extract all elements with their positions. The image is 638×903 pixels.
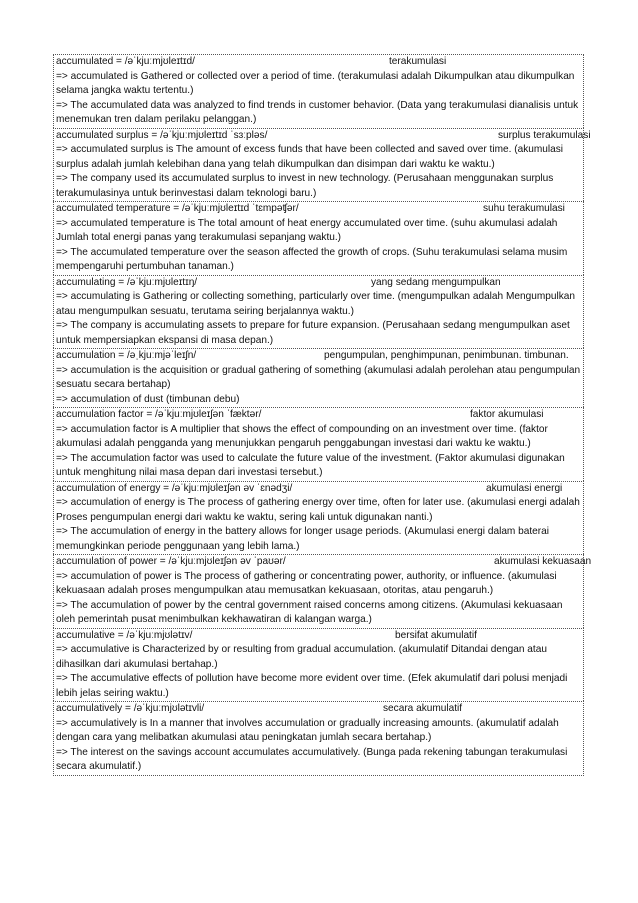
entry-translation: pengumpulan, penghimpunan, penimbunan. timbunan. [324,350,569,361]
entry-term: accumulation of energy = /əˈkjuːmjʊleɪʃən əv ˈɛnədʒi/ [56,482,293,494]
glossary-entry [53,481,584,555]
entry-definition: => accumulation of energy is The process of gathering energy over time, often for later use. (akumulasi energi adalah Proses pengumpulan energi dari waktu ke waktu, sering kali untuk digunakan nanti.) [56,497,580,523]
entry-translation: secara akumulatif [383,703,463,714]
entry-example: => The company used its accumulated surplus to invest in new technology. (Perusahaan menggunakan surplus terakumulasinya untuk berinvestasi dalam teknologi baru.) [56,173,554,199]
entry-definition: => accumulated temperature is The total amount of heat energy accumulated over time. (suhu akumulasi adalah Jumlah total energi panas yang terakumulasi sepanjang waktu.) [56,217,558,243]
entry-definition: => accumulation factor is A multiplier that shows the effect of compounding on an investment over time. (faktor akumulasi adalah pengganda yang menunjukkan pengaruh penggabungan investasi dari waktu ke waktu.) [56,423,548,449]
entry-definition: => accumulated surplus is The amount of excess funds that have been collected and saved over time. (akumulasi surplus adalah jumlah kelebihan dana yang telah dikumpulkan dan disimpan dari waktu ke waktu.) [56,144,564,170]
entry-definition: => accumulated is Gathered or collected over a period of time. (terakumulasi adalah Dikumpulkan atau dikumpulkan selama jangka waktu tertentu.) [56,70,575,96]
glossary-entry [53,128,591,202]
entry-example: => The interest on the savings account accumulates accumulatively. (Bunga pada rekening tabungan terakumulasi secara akumulatif.) [56,746,568,772]
glossary-sheet [53,54,592,776]
entry-term: accumulated surplus = /əˈkjuːmjʊleɪtɪd ˈsɜːpləs/ [56,129,268,141]
glossary-entry [53,701,584,776]
entry-translation: akumulasi kekuasaan [494,556,592,567]
entry-example: => The accumulation of power by the central government raised concerns among citizens. (Akumulasi kekuasaan oleh pemerintah pusat menimbulkan kekhawatiran di kalangan warga.) [56,599,563,625]
entry-translation: surplus terakumulasi [498,129,591,141]
glossary-entry [53,348,584,407]
entry-translation: yang sedang mengumpulkan [371,276,501,288]
entry-term: accumulated = /əˈkjuːmjʊleɪtɪd/ [56,56,195,67]
glossary-entry [53,201,584,275]
entry-definition: => accumulative is Characterized by or resulting from gradual accumulation. (akumulatif Ditandai dengan atau dihasilkan dari akumulasi bertahap.) [56,644,547,670]
entry-term: accumulating = /əˈkjuːmjʊleɪtɪŋ/ [56,276,198,288]
entry-example: => The accumulation of energy in the battery allows for longer usage periods. (Akumulasi energi dalam baterai memungkinkan periode penggunaan yang lebih lama.) [56,526,550,552]
entry-term: accumulation factor = /əˈkjuːmjʊleɪʃən ˈfæktər/ [56,409,262,420]
entry-definition: => accumulating is Gathering or collecting something, particularly over time. (mengumpulkan adalah Mengumpulkan atau mengumpulkan sesuatu, terutama seiring berjalannya waktu.) [56,291,575,317]
entry-example: => The accumulation factor was used to calculate the future value of the investment. (Faktor akumulasi digunakan untuk menghitung nilai masa depan dari investasi tersebut.) [56,452,565,478]
entry-example: => The accumulative effects of pollution have become more evident over time. (Efek akumulatif dari polusi menjadi lebih jelas seiring waktu.) [56,673,568,699]
glossary-entry [53,275,584,349]
entry-term: accumulatively = /əˈkjuːmjʊlətɪvli/ [56,703,205,714]
entry-definition: => accumulation of power is The process of gathering or concentrating power, authority, or influence. (akumulasi kekuasaan adalah proses mengumpulkan atau memusatkan kekuasaan, otoritas, atau pengaruh.) [56,570,557,596]
entry-definition: => accumulatively is In a manner that involves accumulation or gradually increasing amounts. (akumulatif adalah dengan cara yang melibatkan akumulasi atau peningkatan jumlah secara bertahap.) [56,717,559,743]
glossary-entry [53,628,584,702]
entry-translation: terakumulasi [389,56,447,67]
glossary-entry [53,54,584,128]
entry-example: => The company is accumulating assets to prepare for future expansion. (Perusahaan sedang mengumpulkan aset untuk mempersiapkan ekspansi di masa depan.) [56,320,570,346]
entry-example: => accumulation of dust (timbunan debu) [56,393,240,405]
entry-term: accumulation = /əˌkjuːmjəˈleɪʃn/ [56,350,197,361]
entry-example: => The accumulated data was analyzed to find trends in customer behavior. (Data yang terakumulasi dianalisis untuk menemukan tren dalam perilaku pelanggan.) [56,99,579,125]
glossary-entry [53,554,592,628]
entry-term: accumulated temperature = /əˈkjuːmjʊleɪtɪd ˈtɛmpəʧər/ [56,203,299,214]
entry-translation: faktor akumulasi [470,409,544,420]
entry-example: => The accumulated temperature over the season affected the growth of crops. (Suhu terakumulasi selama musim mempengaruhi pertumbuhan tanaman.) [56,246,568,272]
entry-term: accumulative = /əˈkjuːmjʊlətɪv/ [56,629,193,641]
entry-translation: suhu terakumulasi [483,203,565,214]
glossary-entry [53,407,584,481]
entry-translation: akumulasi energi [486,482,563,494]
entry-definition: => accumulation is the acquisition or gradual gathering of something (akumulasi adalah perolehan atau pengumpulan sesuatu secara bertahap) [56,364,581,390]
entry-translation: bersifat akumulatif [395,629,477,641]
entry-term: accumulation of power = /əˈkjuːmjʊleɪʃən əv ˈpaʊər/ [56,556,286,567]
